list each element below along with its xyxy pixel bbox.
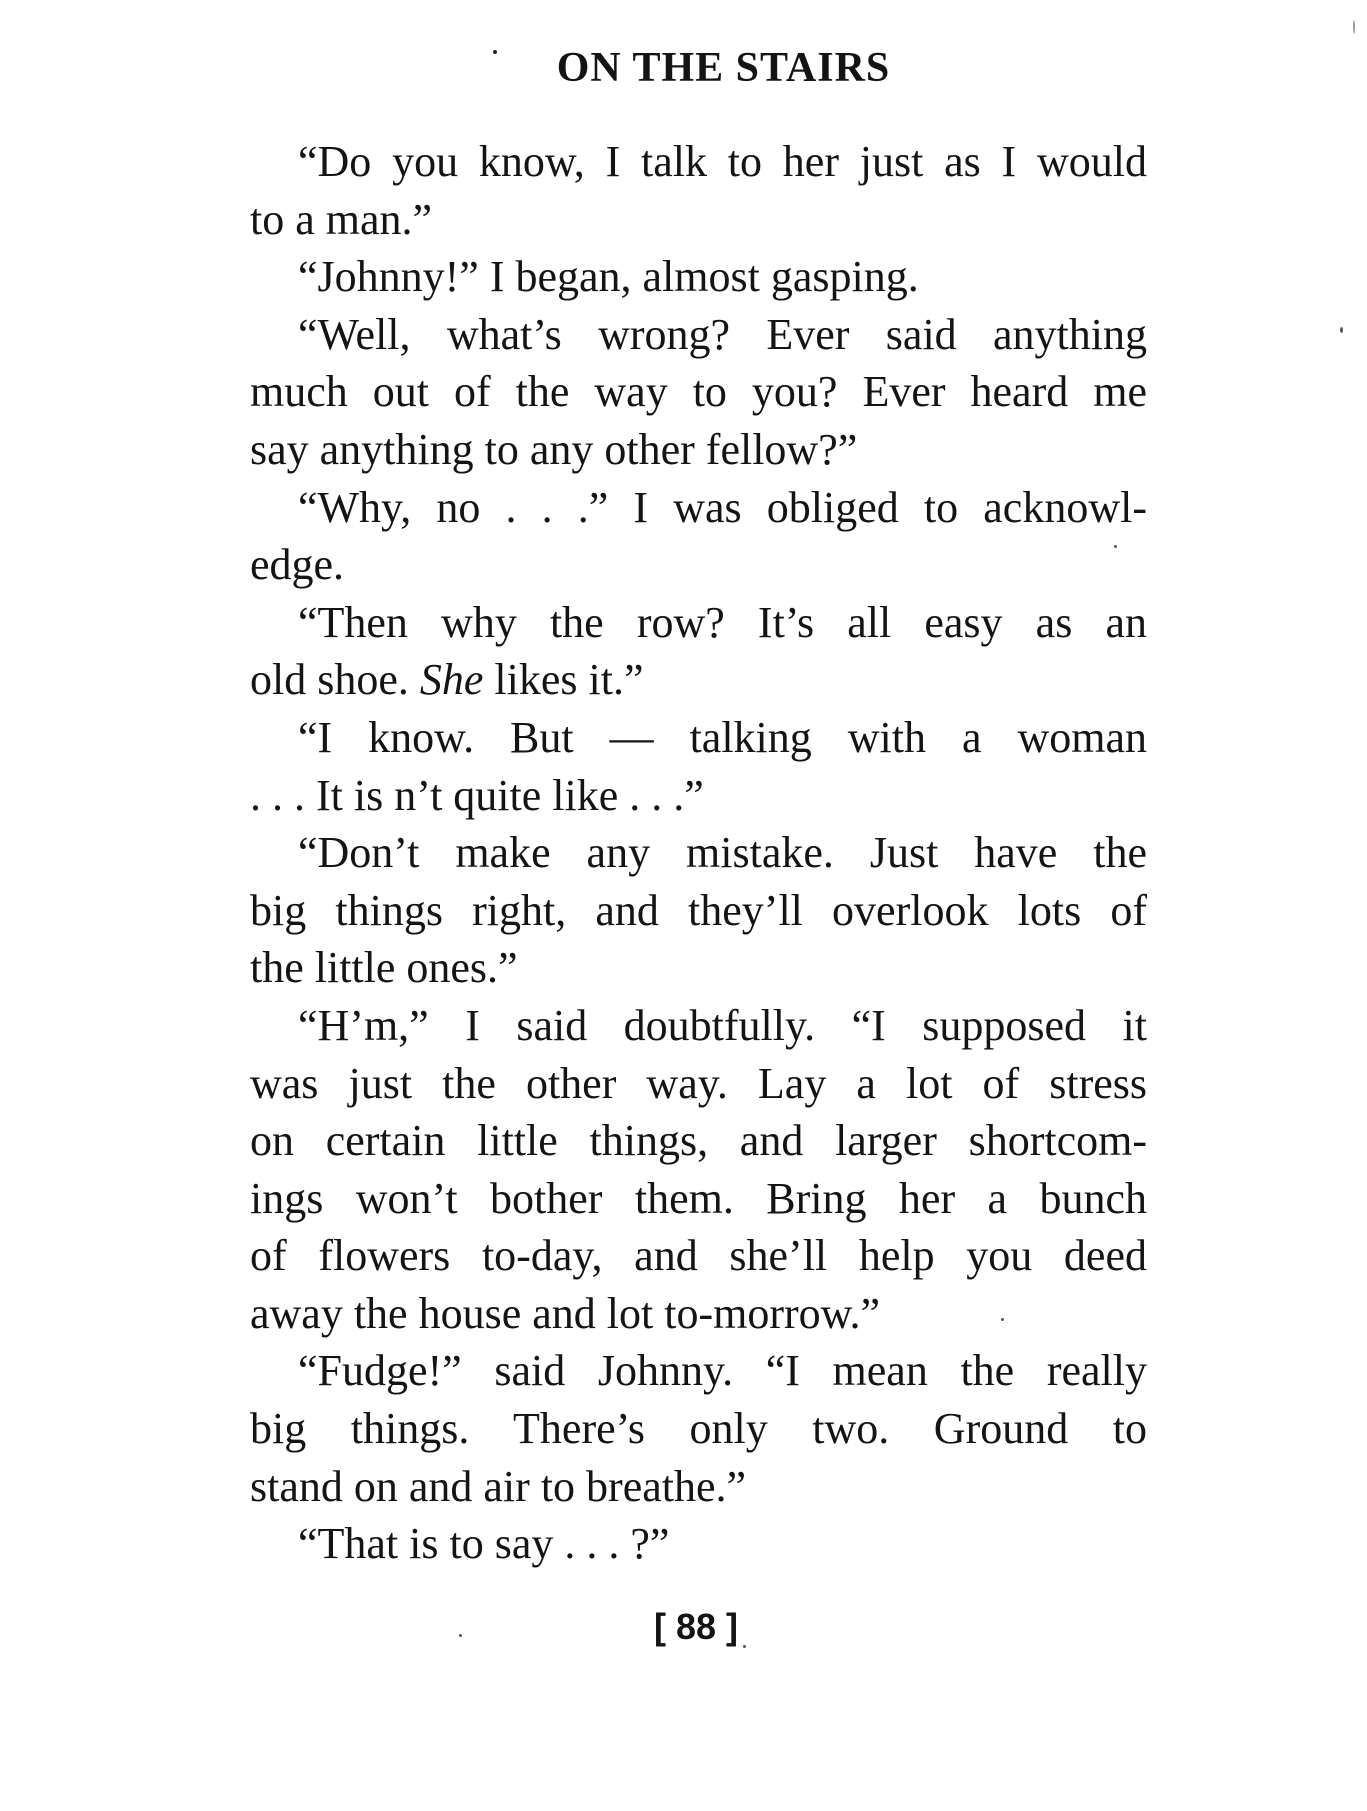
line-text: edge. [250, 540, 345, 590]
text-line [250, 651, 1147, 709]
ink-speck [1353, 20, 1355, 34]
line-text-continued: likes it.” [483, 655, 644, 705]
ink-speck [1001, 1318, 1004, 1321]
text-line [250, 248, 1147, 306]
text-line [250, 306, 1147, 364]
text-line [250, 824, 1147, 882]
text-line [250, 1227, 1147, 1285]
line-text: old shoe. [250, 655, 409, 705]
line-text: “Well, what’s wrong? Ever said anything [298, 309, 1147, 359]
line-text: stand on and air to breathe.” [250, 1461, 747, 1511]
text-line [250, 363, 1147, 421]
ink-speck [459, 1634, 462, 1637]
ink-speck [743, 1645, 746, 1648]
text-line [250, 1515, 1147, 1573]
text-line [250, 939, 1147, 997]
line-text: “I know. But — talking with a woman [298, 712, 1147, 762]
line-text: the little ones.” [250, 943, 518, 993]
ink-speck [1340, 327, 1343, 333]
body-text [250, 133, 1147, 1573]
line-text: to a man.” [250, 194, 433, 244]
line-text: big things right, and they’ll overlook lots of [250, 885, 1147, 935]
line-text: “Do you know, I talk to her just as I would [298, 137, 1147, 186]
line-text: away the house and lot to-morrow.” [250, 1288, 881, 1338]
italic-word: She [419, 655, 484, 705]
ink-speck [1114, 545, 1117, 548]
text-line [250, 1055, 1147, 1113]
line-text: was just the other way. Lay a lot of stress [250, 1058, 1147, 1108]
text-line [250, 479, 1147, 537]
text-line [250, 1285, 1147, 1343]
text-line [250, 133, 1147, 191]
text-line [250, 997, 1147, 1055]
text-line [250, 1400, 1147, 1458]
line-text: of flowers to-day, and she’ll help you deed [250, 1231, 1147, 1281]
line-text: “Why, no . . .” I was obliged to acknowl- [298, 482, 1147, 532]
text-line [250, 594, 1147, 652]
text-line [250, 536, 1147, 594]
text-line [250, 1112, 1147, 1170]
text-line [250, 191, 1147, 249]
line-text: much out of the way to you? Ever heard me [250, 367, 1147, 417]
running-head: ON THE STAIRS [556, 45, 891, 91]
line-text: “Don’t make any mistake. Just have the [298, 828, 1147, 878]
line-text: “H’m,” I said doubtfully. “I supposed it [298, 1000, 1147, 1050]
line-text: big things. There’s only two. Ground to [250, 1404, 1147, 1454]
line-text: “Then why the row? It’s all easy as an [298, 597, 1147, 647]
line-text: on certain little things, and larger shortcom- [250, 1116, 1147, 1166]
text-line [250, 1458, 1147, 1516]
line-text: ings won’t bother them. Bring her a bunch [250, 1173, 1147, 1223]
line-text: “Johnny!” I began, almost gasping. [298, 252, 919, 302]
line-text: say anything to any other fellow?” [250, 424, 858, 474]
line-text: “That is to say . . . ?” [298, 1519, 670, 1569]
text-line [250, 709, 1147, 767]
line-text: “Fudge!” said Johnny. “I mean the really [298, 1346, 1147, 1396]
page-number: [ 88 ] [653, 1606, 739, 1647]
text-line [250, 767, 1147, 825]
text-line [250, 1170, 1147, 1228]
text-line [250, 1342, 1147, 1400]
text-line [250, 421, 1147, 479]
line-text: . . . It is n’t quite like . . .” [250, 770, 704, 820]
text-line [250, 882, 1147, 940]
